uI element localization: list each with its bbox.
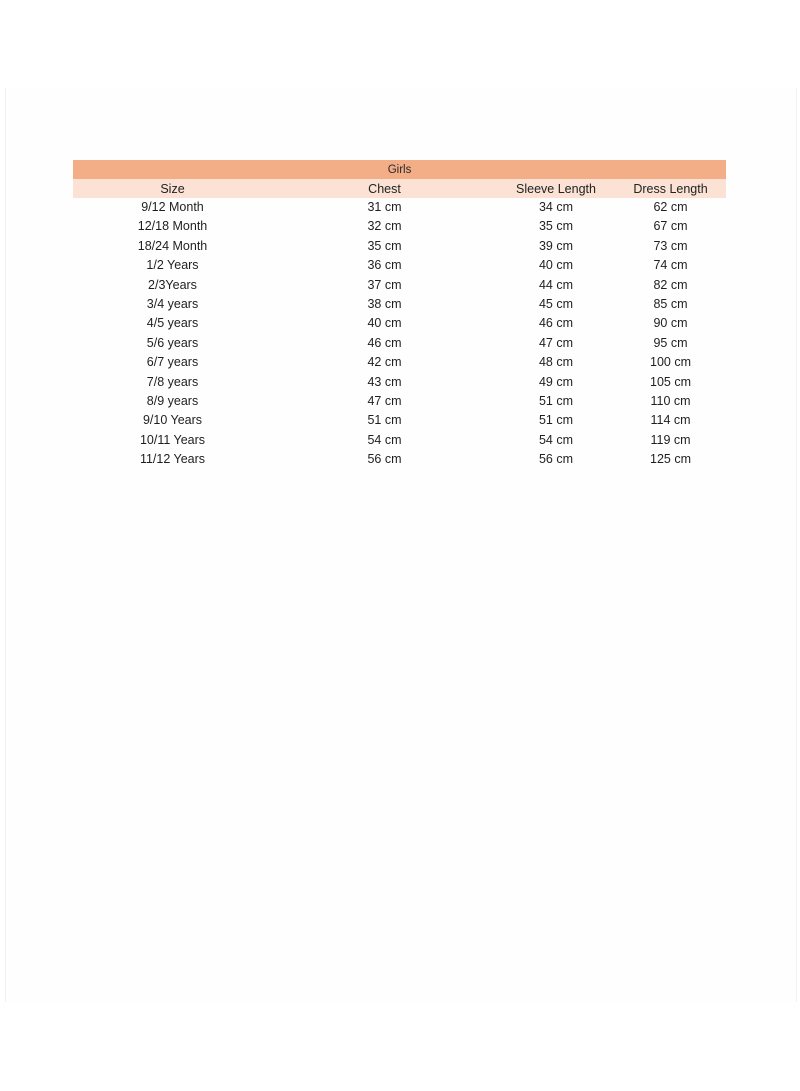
dress-length-cell: 62 cm [653,200,688,214]
sleeve-length-cell: 56 cm [538,452,574,467]
column-header-sleeve-length: Sleeve Length [497,179,615,198]
table-row [73,450,726,469]
dress-length-cell: 105 cm [650,374,691,389]
size-cell: 6/7 years [146,355,199,370]
size-chart-table [73,160,726,470]
dress-length-cell: 67 cm [653,219,688,234]
sleeve-length-cell: 34 cm [538,200,574,214]
sleeve-length-cell: 48 cm [538,355,574,370]
table-row [73,198,726,217]
dress-length-cell: 85 cm [653,297,688,312]
chest-cell: 42 cm [367,355,402,370]
chest-cell: 54 cm [367,432,402,447]
table-row [73,314,726,333]
sleeve-length-cell: 39 cm [538,238,574,253]
dress-length-cell: 74 cm [653,258,688,273]
size-cell: 5/6 years [146,335,199,350]
sleeve-length-cell: 54 cm [538,432,574,447]
size-cell: 7/8 years [146,374,199,389]
chest-cell: 51 cm [367,413,402,428]
sleeve-length-cell: 45 cm [538,297,574,312]
dress-length-cell: 119 cm [650,432,691,447]
size-cell: 4/5 years [146,316,199,331]
table-row [73,392,726,411]
sleeve-length-cell: 47 cm [538,335,574,350]
table-row [73,217,726,236]
chest-cell: 32 cm [367,219,402,234]
table-row [73,334,726,353]
table-row [73,411,726,430]
chest-cell: 56 cm [367,452,402,467]
dress-length-cell: 73 cm [653,238,688,253]
chest-cell: 35 cm [367,238,402,253]
chest-cell: 43 cm [367,374,402,389]
table-body [73,198,726,470]
sleeve-length-cell: 46 cm [538,316,574,331]
size-cell: 18/24 Month [137,238,208,253]
dress-length-cell: 110 cm [650,394,691,409]
table-row [73,276,726,295]
table-row [73,431,726,450]
table-row [73,256,726,275]
size-cell: 9/10 Years [142,413,203,428]
sleeve-length-cell: 51 cm [538,413,574,428]
table-header-row [73,179,726,198]
size-cell: 3/4 years [146,297,199,312]
table-row [73,353,726,372]
table-title-row [73,160,726,179]
size-cell: 8/9 years [146,394,199,409]
column-header-dress-length: Dress Length [615,179,726,198]
size-cell: 9/12 Month [141,200,204,214]
chest-cell: 40 cm [367,316,402,331]
table-row [73,295,726,314]
sleeve-length-cell: 44 cm [538,277,574,292]
dress-length-cell: 90 cm [653,316,688,331]
dress-length-cell: 95 cm [653,335,688,350]
size-cell: 10/11 Years [139,432,206,447]
dress-length-cell: 114 cm [650,413,691,428]
chest-cell: 31 cm [367,200,402,214]
dress-length-cell: 82 cm [653,277,688,292]
column-header-size: Size [73,179,272,198]
table-title: Girls [73,160,726,179]
chest-cell: 37 cm [367,277,402,292]
sleeve-length-cell: 35 cm [538,219,574,234]
table-row [73,237,726,256]
dress-length-cell: 100 cm [650,355,691,370]
size-cell: 11/12 Years [139,452,206,467]
sleeve-length-cell: 51 cm [538,394,574,409]
dress-length-cell: 125 cm [650,452,691,467]
table-row [73,373,726,392]
sleeve-length-cell: 40 cm [538,258,574,273]
chest-cell: 47 cm [367,394,402,409]
chest-cell: 38 cm [367,297,402,312]
chest-cell: 36 cm [367,258,402,273]
size-cell: 12/18 Month [137,219,208,234]
chest-cell: 46 cm [367,335,402,350]
column-header-chest: Chest [272,179,497,198]
size-cell: 1/2 Years [146,258,199,273]
sleeve-length-cell: 49 cm [538,374,574,389]
size-cell: 2/3Years [148,277,197,292]
